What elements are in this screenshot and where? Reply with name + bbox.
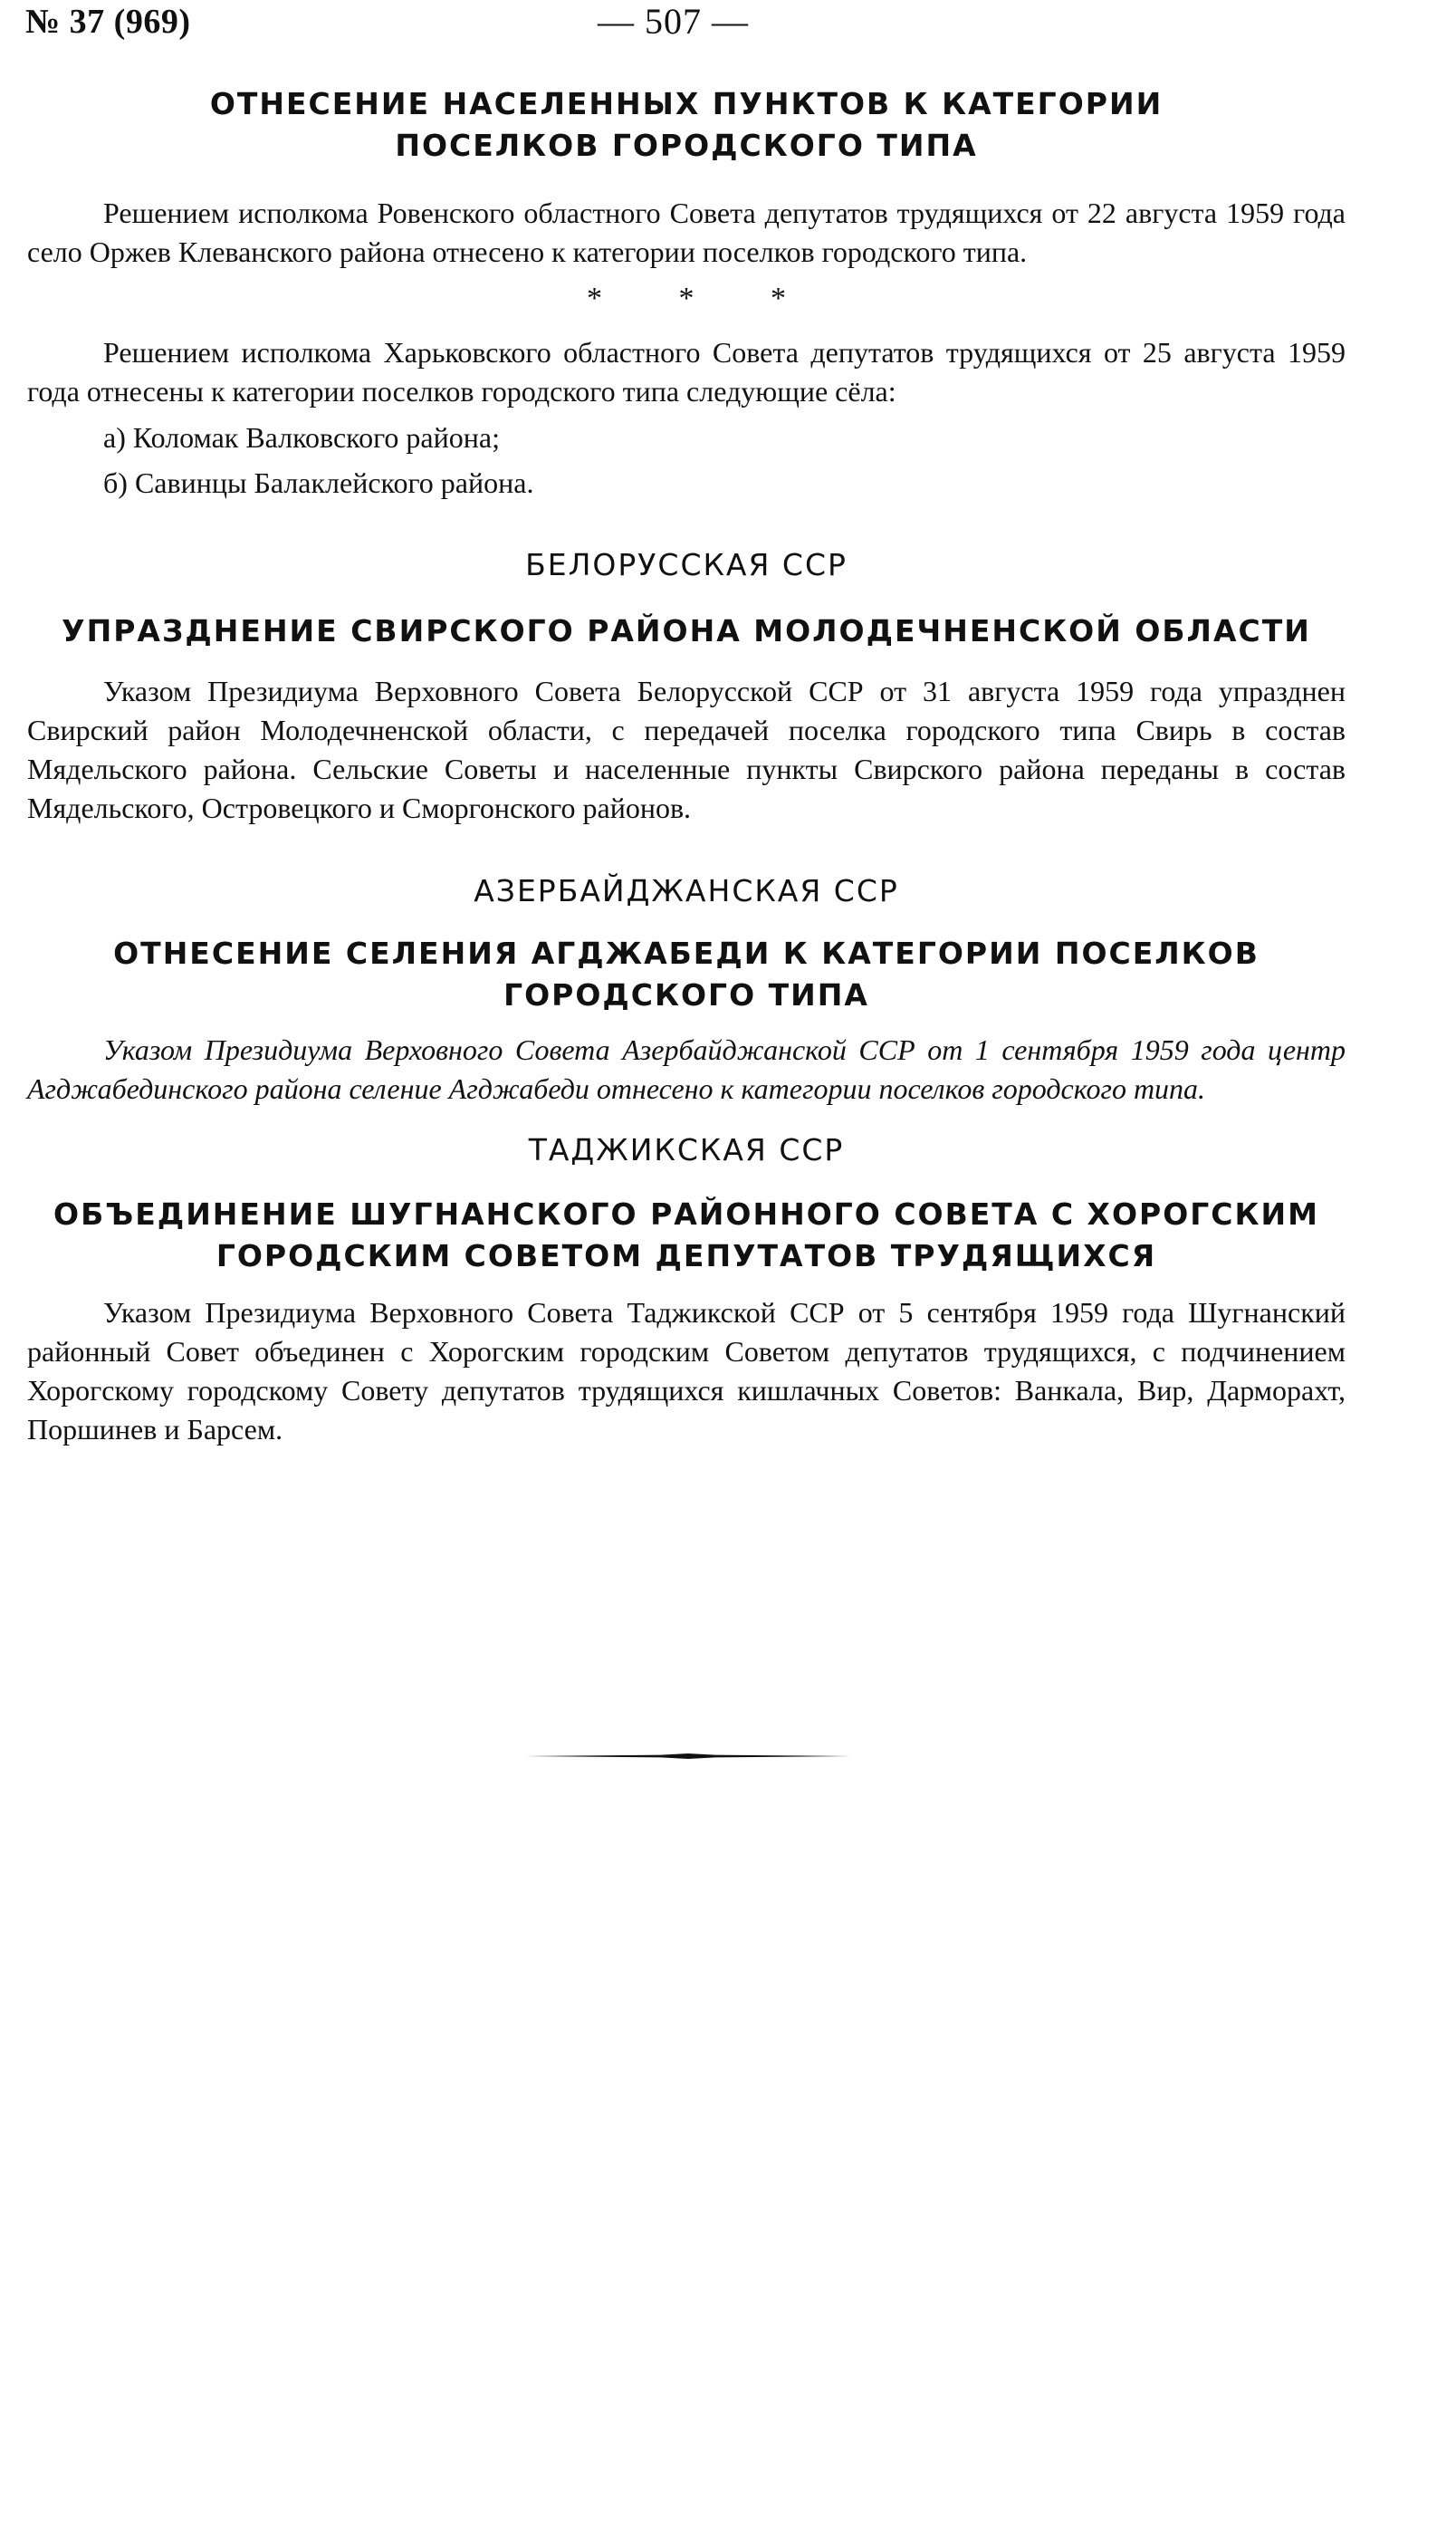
section-title-line: ПОСЕЛКОВ ГОРОДСКОГО ТИПА bbox=[395, 128, 978, 163]
section-azerbaijan bbox=[27, 871, 1346, 1109]
paragraph: Указом Президиума Верховного Совета Белорусской ССР от 31 августа 1959 года упразднен Свирский район Молодечненской области, с передачей поселка городского типа Свирь в состав Мядельского района. Сельские Советы и населенные пункты Свирского района переданы в состав Мядельского, Островецкого и Сморгонского районов. bbox=[27, 675, 1346, 824]
section-title-line: ГОРОДСКОГО ТИПА bbox=[503, 977, 869, 1013]
document-body bbox=[27, 80, 1346, 1449]
page-header bbox=[25, 0, 1431, 54]
section-title-line: ОБЪЕДИНЕНИЕ ШУГНАНСКОГО РАЙОННОГО СОВЕТА С ХОРОГСКИМ bbox=[53, 1196, 1319, 1232]
section-title-line: ОТНЕСЕНИЕ НАСЕЛЕННЫХ ПУНКТОВ К КАТЕГОРИИ bbox=[209, 86, 1164, 121]
paragraph: Указом Президиума Верховного Совета Азербайджанской ССР от 1 сентября 1959 года центр Агджабединского района селение Агджабеди отнесено к категории поселков городского типа. bbox=[27, 1033, 1346, 1105]
republic-heading: ТАДЖИКСКАЯ ССР bbox=[528, 1132, 845, 1167]
paragraph: Решением исполкома Харьковского областного Совета депутатов трудящихся от 25 августа 1959 года отнесены к категории поселков городского типа следующие сёла: bbox=[27, 336, 1346, 408]
section-settlement-categories bbox=[27, 83, 1346, 505]
end-rule-ornament bbox=[525, 1753, 851, 1759]
section-title-line: ОТНЕСЕНИЕ СЕЛЕНИЯ АГДЖАБЕДИ К КАТЕГОРИИ ПОСЕЛКОВ bbox=[113, 936, 1260, 971]
republic-heading: БЕЛОРУССКАЯ ССР bbox=[525, 547, 848, 582]
list-item: б) Савинцы Балаклейского района. bbox=[103, 466, 534, 499]
paragraph: Решением исполкома Ровенского областного Совета депутатов трудящихся от 22 августа 1959 года село Оржев Клеванского района отнесено к категории поселков городского типа. bbox=[27, 197, 1346, 268]
separator-asterisks: * * * bbox=[587, 282, 820, 315]
page-number: — 507 — bbox=[598, 1, 749, 42]
issue-number: № 37 (969) bbox=[25, 3, 191, 41]
republic-heading: АЗЕРБАЙДЖАНСКАЯ ССР bbox=[474, 873, 899, 908]
section-title-line: ГОРОДСКИМ СОВЕТОМ ДЕПУТАТОВ ТРУДЯЩИХСЯ bbox=[216, 1238, 1157, 1273]
section-belarus bbox=[27, 545, 1346, 828]
section-title: УПРАЗДНЕНИЕ СВИРСКОГО РАЙОНА МОЛОДЕЧНЕНСКОЙ ОБЛАСТИ bbox=[62, 613, 1311, 648]
list-item: а) Коломак Валковского района; bbox=[103, 421, 500, 454]
paragraph: Указом Президиума Верховного Совета Таджикской ССР от 5 сентября 1959 года Шугнанский районный Совет объединен с Хорогским городским Советом депутатов трудящихся, с подчинением Хорогскому городскому Совету депутатов трудящихся кишлачных Советов: Ванкала, Вир, Дарморахт, Поршинев и Барсем. bbox=[27, 1296, 1346, 1446]
section-tajikistan bbox=[27, 1130, 1346, 1449]
